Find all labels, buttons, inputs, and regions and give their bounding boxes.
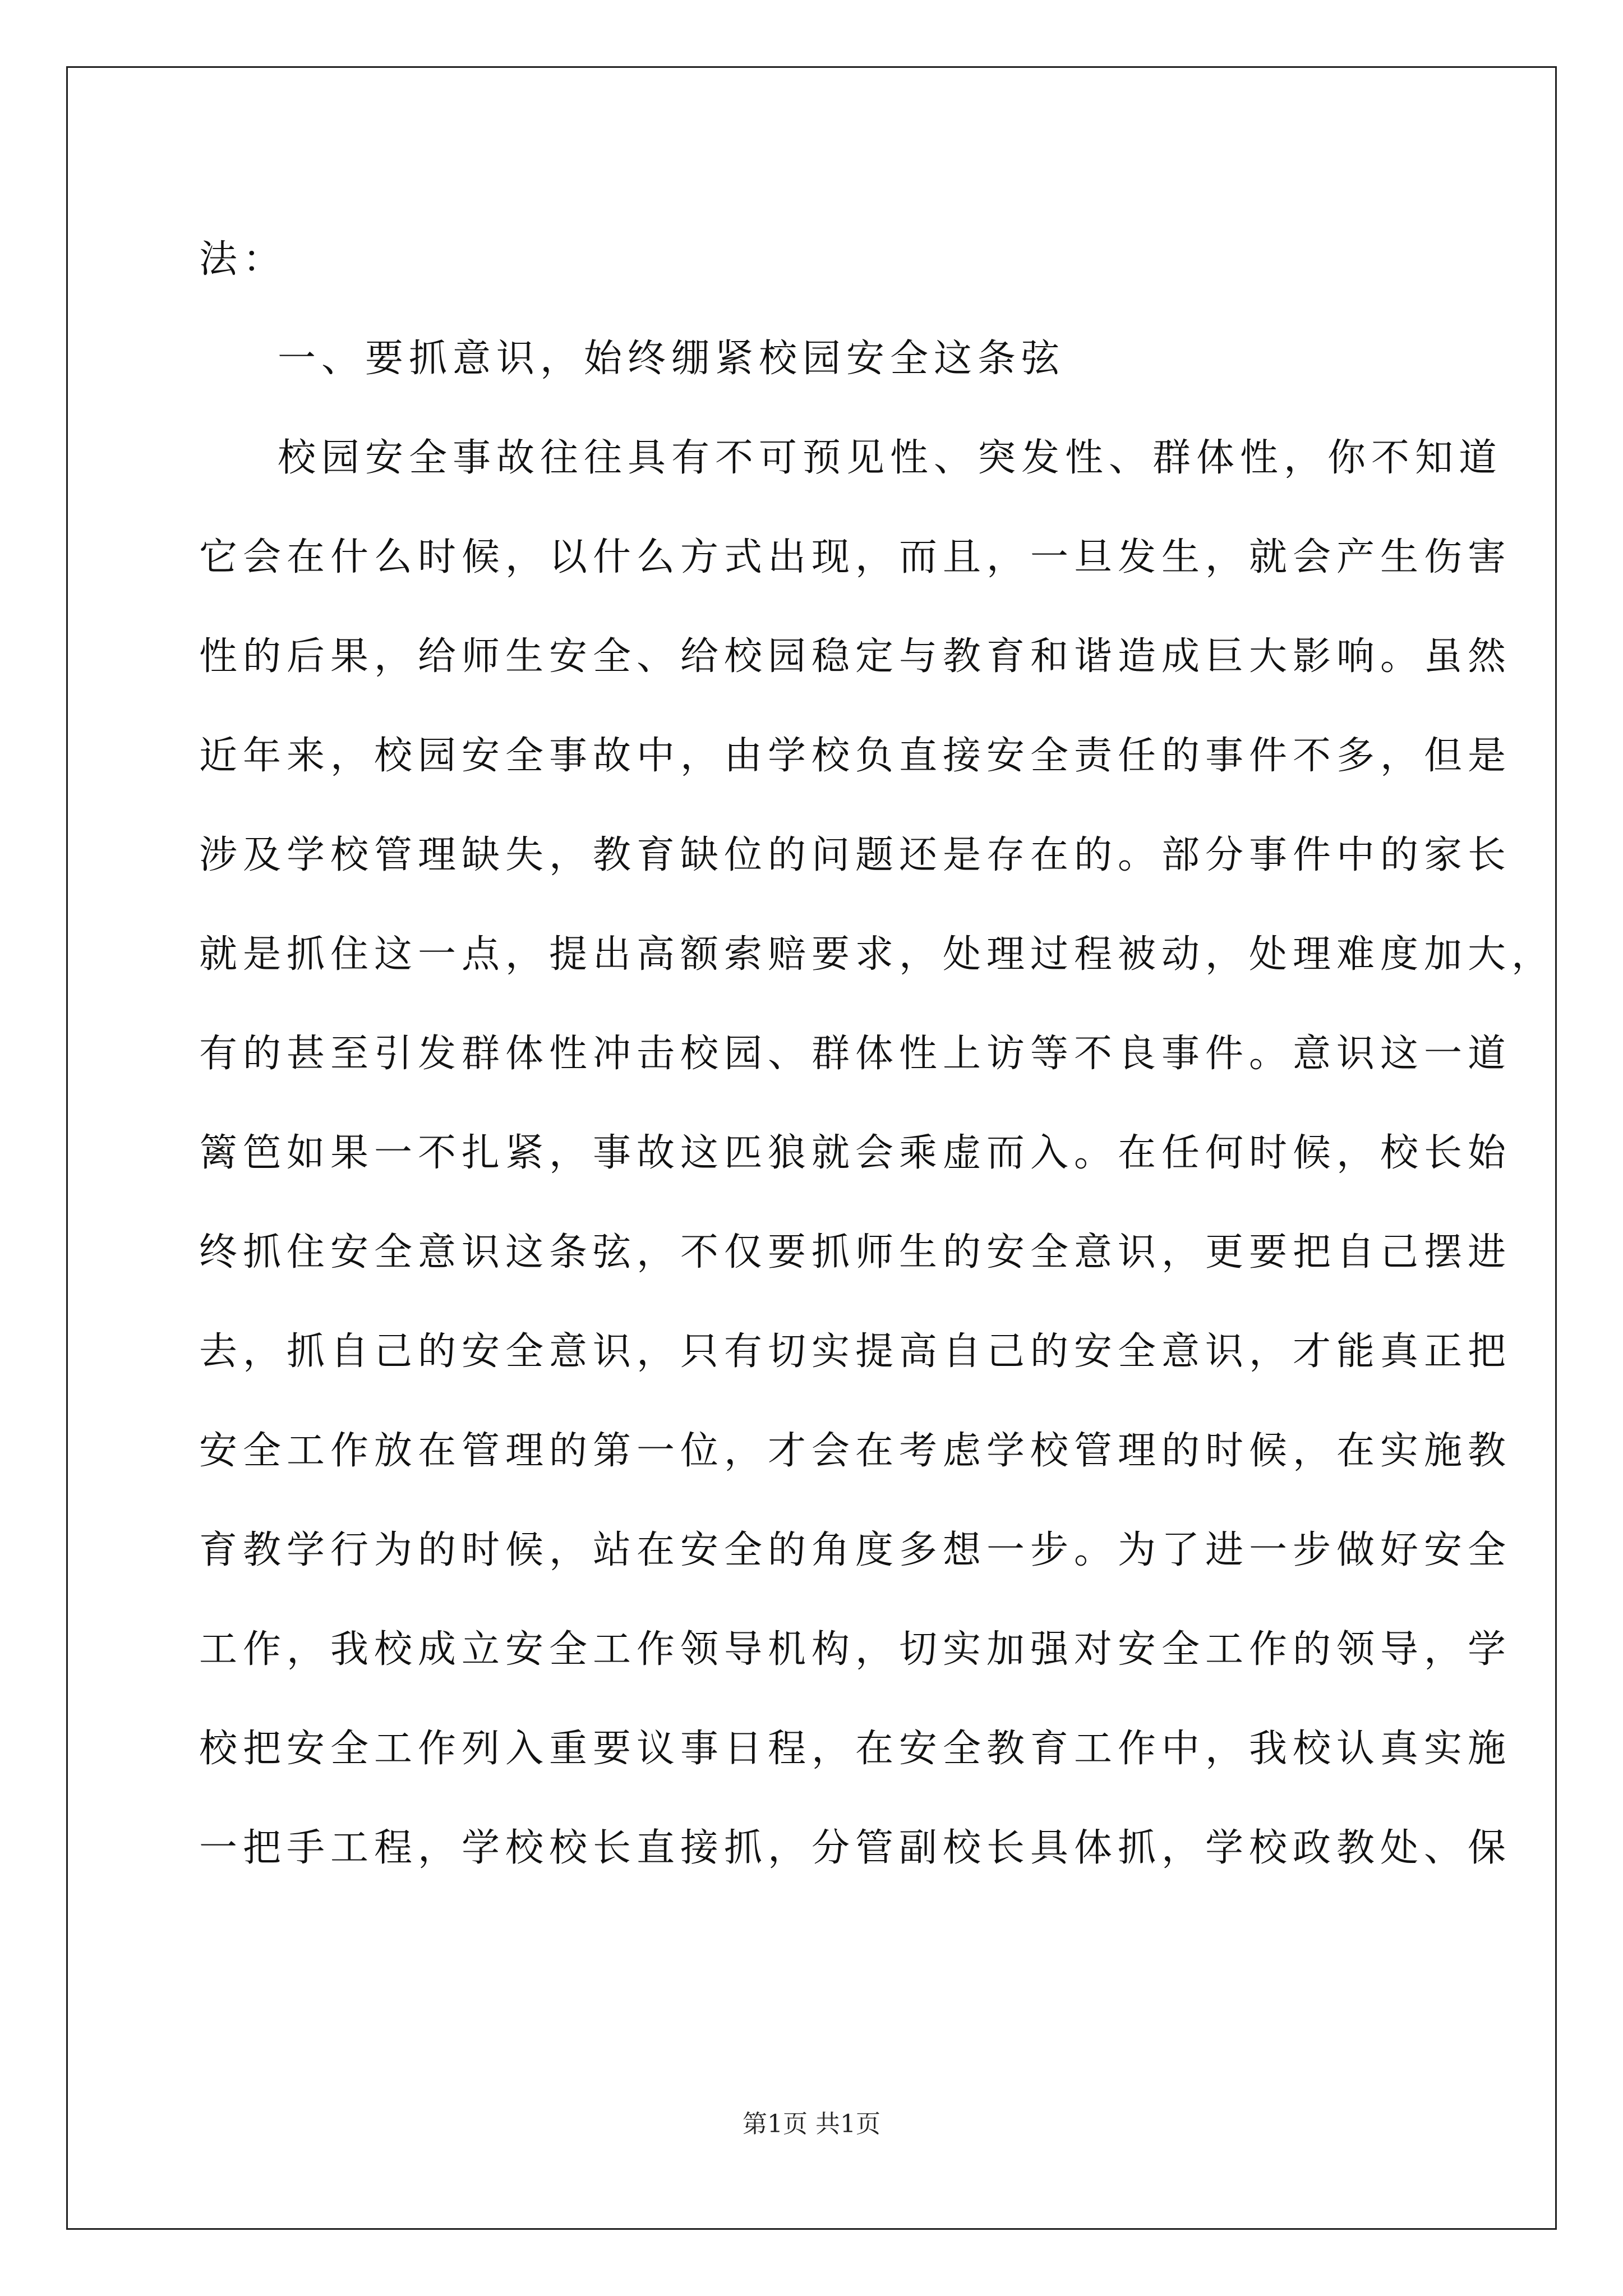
section-heading: 一、要抓意识，始终绷紧校园安全这条弦 bbox=[278, 337, 1066, 381]
text-line: 工作，我校成立安全工作领导机构，切实加强对安全工作的领导，学 bbox=[199, 1627, 1512, 1672]
text-line: 近年来，校园安全事故中，由学校负直接安全责任的事件不多，但是 bbox=[199, 734, 1512, 778]
text-line: 它会在什么时候，以什么方式出现，而且，一旦发生，就会产生伤害 bbox=[199, 535, 1512, 579]
text-line: 一把手工程，学校校长直接抓，分管副校长具体抓，学校政教处、保 bbox=[199, 1826, 1512, 1870]
paragraph-first-line: 校园安全事故往往具有不可预见性、突发性、群体性，你不知道 bbox=[278, 436, 1503, 480]
text-line: 就是抓住这一点，提出高额索赔要求，处理过程被动，处理难度加大， bbox=[199, 932, 1556, 977]
text-line: 涉及学校管理缺失，教育缺位的问题还是存在的。部分事件中的家长 bbox=[199, 833, 1512, 877]
page-footer: 第1页 共1页 bbox=[743, 2110, 880, 2138]
text-line: 篱笆如果一不扎紧，事故这匹狼就会乘虚而入。在任何时候，校长始 bbox=[199, 1131, 1512, 1175]
text-line: 安全工作放在管理的第一位，才会在考虑学校管理的时候，在实施教 bbox=[199, 1429, 1512, 1473]
text-line: 有的甚至引发群体性冲击校园、群体性上访等不良事件。意识这一道 bbox=[199, 1032, 1512, 1076]
text-line: 终抓住安全意识这条弦，不仅要抓师生的安全意识，更要把自己摆进 bbox=[199, 1230, 1512, 1274]
text-line: 育教学行为的时候，站在安全的角度多想一步。为了进一步做好安全 bbox=[199, 1528, 1512, 1572]
text-line: 法： bbox=[199, 237, 287, 282]
text-line: 去，抓自己的安全意识，只有切实提高自己的安全意识，才能真正把 bbox=[199, 1329, 1512, 1374]
text-line: 性的后果，给师生安全、给校园稳定与教育和谐造成巨大影响。虽然 bbox=[199, 634, 1512, 679]
document-body bbox=[199, 210, 1556, 1898]
text-line: 校把安全工作列入重要议事日程，在安全教育工作中，我校认真实施 bbox=[199, 1727, 1512, 1771]
